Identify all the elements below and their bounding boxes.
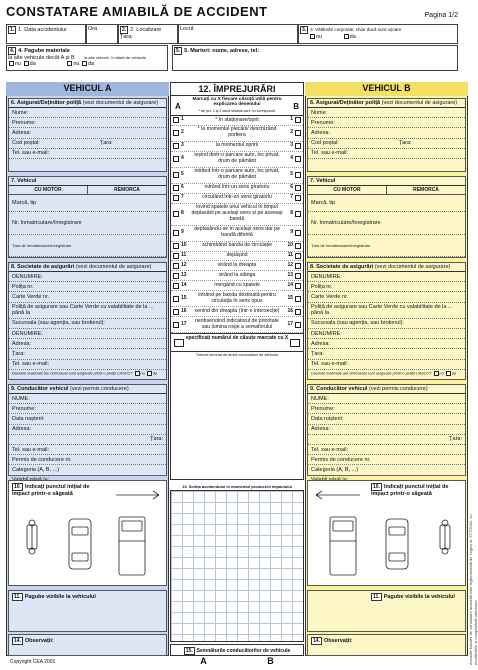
- circumstance-row: [171, 152, 303, 168]
- company-b-name[interactable]: DENUMIRE:: [308, 272, 465, 282]
- circumstance-text: * în staționare/oprit: [215, 116, 259, 123]
- vehicle-section-b: 7. Vehicul CU MOTOR REMORCA Marcă, tip Nr. înmatriculare/înregistrare Țara de înmatriculare/înregistrare: [307, 176, 466, 258]
- circumstance-row: [171, 226, 303, 242]
- circumstance-text: schimbând banda de circulație: [201, 242, 273, 249]
- damage-vehicles-no-checkbox[interactable]: [9, 61, 14, 66]
- witnesses-field[interactable]: 5. 5. Martori: nume, adrese, tel:: [172, 45, 458, 71]
- vehicle-b-diagram[interactable]: [308, 481, 467, 587]
- copyright: Copyright CEA 2001: [10, 659, 56, 665]
- circumstance-a-checkbox[interactable]: [173, 195, 179, 201]
- insurer-b-name[interactable]: Nume:: [308, 108, 465, 118]
- legal-side-text: Această folosire de constatare amiabilă este reglementată de Legea nr. 677/2001, cu modificările și completările ulterioare: [468, 514, 478, 665]
- damage-objects-no-checkbox[interactable]: [67, 61, 72, 66]
- company-a-name[interactable]: DENUMIRE:: [9, 272, 166, 282]
- circumstance-number-a: 14: [181, 281, 187, 288]
- circumstance-a-checkbox[interactable]: [173, 263, 179, 269]
- circumstance-text: deplasându-se în același sens dar pe bandă diferită: [194, 226, 280, 239]
- signatures-label: 15. Semnăturile conducătorilor de vehicule: [170, 644, 304, 656]
- driver-b-surname[interactable]: Prenume:: [308, 404, 465, 414]
- circumstance-row: [171, 271, 303, 281]
- motor-header: CU MOTOR: [333, 187, 361, 193]
- driver-b-country[interactable]: Țara:: [308, 435, 465, 445]
- vehicle-a-header: VEHICUL A: [6, 82, 169, 96]
- circumstance-b-checkbox[interactable]: [295, 273, 301, 279]
- driver-b-name[interactable]: NUME:: [308, 394, 465, 404]
- circumstance-row: [171, 307, 303, 317]
- vehicle-a-diagram[interactable]: [9, 481, 168, 587]
- circumstances-note: * de pct. 1 și 2 dacă situația care nu corespunde: [198, 109, 276, 113]
- circumstance-a-checkbox[interactable]: [173, 117, 179, 123]
- damage-vehicles-yes-checkbox[interactable]: [24, 61, 29, 66]
- circumstance-row: [171, 281, 303, 291]
- circumstance-text: intrând într-un sens giratoriu: [204, 184, 270, 191]
- company-a-country[interactable]: Țara:: [9, 349, 166, 359]
- circumstance-b-checkbox[interactable]: [295, 309, 301, 315]
- vehicle-a-make[interactable]: Marcă, tip: [9, 195, 166, 212]
- circumstance-number-b: 4: [290, 155, 293, 162]
- driver-a-phone[interactable]: Tel. sau e-mail:: [9, 445, 166, 455]
- insurer-a-address[interactable]: Adresa:: [9, 128, 166, 138]
- circumstance-number-b: 8: [290, 210, 293, 217]
- circumstances-title: 12. ÎMPREJURĂRI: [171, 83, 303, 96]
- circumstance-number-b: 3: [290, 142, 293, 149]
- circumstance-number-b: 16: [287, 307, 293, 314]
- sketch-title: 13. Schița accidentului în momentul producerii impactului: [182, 484, 292, 489]
- damage-objects-yes-checkbox[interactable]: [82, 61, 87, 66]
- total-a-box[interactable]: [174, 339, 184, 347]
- company-b-branch[interactable]: Sucursala (sau agenția, sau brokerul):: [308, 319, 465, 329]
- insurer-a-surname[interactable]: Prenume:: [9, 118, 166, 128]
- circumstance-row: [171, 317, 303, 333]
- accident-date-field[interactable]: 1. 1. Data accidentului: [6, 24, 86, 44]
- driver-b-address[interactable]: Adresa:: [308, 425, 465, 435]
- circumstance-b-checkbox[interactable]: [295, 195, 301, 201]
- circumstance-b-checkbox[interactable]: [295, 211, 301, 217]
- driver-a-country[interactable]: Țara:: [9, 435, 166, 445]
- column-a-label: A: [175, 102, 181, 111]
- circumstance-a-checkbox[interactable]: [173, 130, 179, 136]
- circumstance-row: [171, 184, 303, 194]
- vehicle-a-registration[interactable]: Nr. înmatriculare/înregistrare: [9, 212, 166, 235]
- location-place-field[interactable]: Locul:: [178, 24, 298, 44]
- circumstance-b-checkbox[interactable]: [295, 283, 301, 289]
- circumstance-a-checkbox[interactable]: [173, 185, 179, 191]
- observations-section-b[interactable]: 14. Observații:: [307, 634, 466, 656]
- circumstance-row: [171, 242, 303, 252]
- driver-a-address[interactable]: Adresa:: [9, 425, 166, 435]
- signature-a-label: A: [200, 656, 207, 666]
- circumstance-b-checkbox[interactable]: [295, 143, 301, 149]
- circumstance-a-checkbox[interactable]: [173, 296, 179, 302]
- circumstance-number-b: 14: [287, 281, 293, 288]
- observations-section-a[interactable]: 14. Observații:: [8, 634, 167, 656]
- circumstance-number-a: 5: [181, 171, 184, 178]
- circumstances-total: specificați numărul de căsuțe marcate cu X: [171, 333, 303, 351]
- circumstance-number-b: 15: [287, 294, 293, 301]
- circumstance-b-checkbox[interactable]: [295, 296, 301, 302]
- circumstance-number-a: 4: [181, 155, 184, 162]
- circumstance-number-b: 1: [290, 116, 293, 123]
- company-a-greencard[interactable]: Carte Verde nr.: [9, 292, 166, 302]
- page-number: Pagina 1/2: [424, 12, 458, 19]
- column-b-label: B: [293, 102, 299, 111]
- casco-question-b: Daunele materiale ale vehiculului sunt asigurate printr-o poliță CASCO? nu da: [311, 371, 457, 376]
- circumstance-number-a: 12: [181, 261, 187, 268]
- circumstance-number-a: 11: [181, 251, 187, 258]
- circumstance-text: venind din dreapta (într-o intersecție): [194, 307, 280, 314]
- circumstance-row: [171, 126, 303, 142]
- company-a-policy[interactable]: Polița nr.: [9, 282, 166, 292]
- insurer-b-phone[interactable]: Tel. sau e-mail:: [308, 149, 465, 159]
- circumstance-b-checkbox[interactable]: [295, 185, 301, 191]
- vehicle-section-a: 7. Vehicul CU MOTOR REMORCA Marcă, tip Nr. înmatriculare/înregistrare Țara de înmatriculare/înregistrare: [8, 176, 167, 258]
- driver-b-birthdate[interactable]: Data nașterii:: [308, 414, 465, 424]
- circumstance-a-checkbox[interactable]: [173, 156, 179, 162]
- circumstance-text: virând la dreapta: [217, 261, 257, 268]
- insurer-a-phone[interactable]: Tel. sau e-mail:: [9, 149, 166, 159]
- insurer-b-address[interactable]: Adresa:: [308, 128, 465, 138]
- circumstance-number-b: 10: [287, 242, 293, 249]
- driver-a-surname[interactable]: Prenume:: [9, 404, 166, 414]
- visible-damage-section-a[interactable]: 11. Pagube vizibile la vehiculul: [8, 590, 167, 632]
- casco-question-a: Daunele materiale ale vehiculului sunt asigurate printr-o poliță CASCO? nu da: [12, 371, 158, 376]
- circumstance-number-a: 17: [181, 320, 187, 327]
- circumstance-number-b: 12: [287, 261, 293, 268]
- vehicle-b-country[interactable]: Țara de înmatriculare/înregistrare: [308, 235, 465, 257]
- driver-b-category[interactable]: Categoria (A, B, ...): [308, 465, 465, 475]
- circumstance-number-b: 11: [287, 251, 293, 258]
- motor-header: CU MOTOR: [34, 187, 62, 193]
- driver-section-a: 9. Conducător vehicul (vezi permis conducere) NUME: Prenume: Data nașterii: Adresa: Țara: Tel. sau e-mail: Permis de conducere nr. Categoria (A, B, ...): [8, 384, 167, 476]
- circumstance-row: [171, 142, 303, 152]
- vehicle-b-header: VEHICUL B: [305, 82, 468, 96]
- company-b-policy[interactable]: Polița nr.: [308, 282, 465, 292]
- company-a-address[interactable]: Adresa:: [9, 339, 166, 349]
- circumstance-text: neobservând indicatorul de prioritate sau lumina roșie a semaforului: [195, 317, 279, 330]
- signature-b-label: B: [267, 656, 274, 666]
- impact-section-b: 10. Indicați punctul inițial de impact printr-o săgeată: [307, 480, 466, 586]
- driver-section-b: 9. Conducător vehicul (vezi permis conducere) NUME: Prenume: Data nașterii: Adresa: Țara: Tel. sau e-mail: Permis de conducere nr. Categoria (A, B, ...): [307, 384, 466, 476]
- company-b-address[interactable]: Adresa:: [308, 339, 465, 349]
- company-a-phone[interactable]: Tel. sau e-mail:: [9, 360, 166, 370]
- circumstances-list: [171, 116, 303, 333]
- circumstance-row: [171, 168, 303, 184]
- company-b-branch-name[interactable]: DENUMIRE:: [308, 329, 465, 339]
- driver-a-license[interactable]: Permis de conducere nr.: [9, 455, 166, 465]
- circumstance-number-b: 2: [290, 129, 293, 136]
- circumstance-number-a: 9: [181, 229, 184, 236]
- injuries-yes-checkbox[interactable]: [344, 34, 349, 39]
- vehicle-a-country[interactable]: Țara de înmatriculare/înregistrare: [9, 235, 166, 257]
- casco-a-yes-checkbox[interactable]: [147, 371, 152, 376]
- circumstance-a-checkbox[interactable]: [173, 322, 179, 328]
- circumstance-number-b: 7: [290, 194, 293, 201]
- circumstance-number-a: 6: [181, 184, 184, 191]
- company-a-branch-name[interactable]: DENUMIRE:: [9, 329, 166, 339]
- circumstance-text: circulând într-un sens giratoriu: [202, 194, 272, 201]
- circumstance-a-checkbox[interactable]: [173, 243, 179, 249]
- circumstance-number-b: 6: [290, 184, 293, 191]
- circumstance-number-b: 9: [290, 229, 293, 236]
- accident-sketch-area[interactable]: [170, 490, 304, 642]
- driver-b-phone[interactable]: Tel. sau e-mail:: [308, 445, 465, 455]
- visible-damage-section-b[interactable]: 11. Pagube vizibile la vehiculul: [307, 590, 466, 632]
- impact-section-a: 10. Indicați punctul inițial de impact printr-o săgeată: [8, 480, 167, 586]
- circumstance-row: [171, 252, 303, 262]
- circumstance-number-a: 1: [181, 116, 184, 123]
- circumstance-number-b: 17: [287, 320, 293, 327]
- circumstance-row: [171, 291, 303, 307]
- form-title: CONSTATARE AMIABILĂ DE ACCIDENT: [6, 4, 268, 19]
- circumstance-b-checkbox[interactable]: [295, 322, 301, 328]
- circumstance-b-checkbox[interactable]: [295, 263, 301, 269]
- casco-b-yes-checkbox[interactable]: [446, 371, 451, 376]
- circumstance-number-b: 13: [287, 271, 293, 278]
- company-b-validity[interactable]: Poliță de asigurare sau Carte Verde cu valabilitate de la ... până la: [308, 303, 465, 319]
- insurance-company-section-a: 8. Societate de asigurări (vezi documentul de asigurare) DENUMIRE: Polița nr. Carte Verde nr. Poliță de asigurare sau Carte Verde cu valabilitate de la ... până la Sucursala (sau agenția, sau brokerul): DENUMIRE: Adresa: Țara: Tel. sau e-mail: Daunele materiale ale vehiculului sunt asigurate printr-o poliță CASCO? nu da: [8, 262, 167, 380]
- circumstance-text: ieșind dintr-o parcare auto, loc privat, drum de pământ: [194, 152, 280, 165]
- circumstance-a-checkbox[interactable]: [173, 172, 179, 178]
- circumstance-text: la momentul opririi: [215, 142, 259, 149]
- insurer-section-b: 6. Asigurat/Deținător poliță (vezi documentul de asigurare) Nume: Prenume: Adresa: Cod poștal: Țara: Tel. sau e-mail:: [307, 98, 466, 172]
- vehicle-b-registration[interactable]: Nr. înmatriculare/înregistrare: [308, 212, 465, 235]
- circumstance-number-b: 5: [290, 171, 293, 178]
- circumstance-b-checkbox[interactable]: [295, 253, 301, 259]
- trailer-header: REMORCA: [386, 186, 465, 194]
- circumstance-text: * la momentul plecării/ deschizând portiera: [197, 126, 277, 139]
- accident-time-field[interactable]: Ora: [86, 24, 118, 44]
- insurance-company-section-b: 8. Societate de asigurări (vezi documentul de asigurare) DENUMIRE: Polița nr. Carte Verde nr. Poliță de asigurare sau Carte Verde cu valabilitate de la ... până la Sucursala (sau agenția, sau brokerul): DENUMIRE: Adresa: Țara: Tel. sau e-mail: Daunele materiale ale vehiculului sunt asigurate printr-o poliță CASCO? nu da: [307, 262, 466, 380]
- circumstance-a-checkbox[interactable]: [173, 230, 179, 236]
- circumstance-text: depășind: [226, 252, 248, 258]
- trailer-header: REMORCA: [87, 186, 166, 194]
- circumstance-number-a: 2: [181, 129, 184, 136]
- circumstance-a-checkbox[interactable]: [173, 309, 179, 315]
- circumstance-row: [171, 194, 303, 204]
- circumstance-row: [171, 204, 303, 226]
- circumstance-number-a: 3: [181, 142, 184, 149]
- company-b-country[interactable]: Țara:: [308, 349, 465, 359]
- company-b-phone[interactable]: Tel. sau e-mail:: [308, 360, 465, 370]
- material-damage-field: 4. 4. Pagube materiale la alte vehicule decât A și B la alte obiecte, în afară de vehicule nu da nu da: [6, 45, 168, 71]
- circumstance-b-checkbox[interactable]: [295, 156, 301, 162]
- circumstance-number-a: 16: [181, 307, 187, 314]
- circumstance-b-checkbox[interactable]: [295, 172, 301, 178]
- driver-a-birthdate[interactable]: Data nașterii:: [9, 414, 166, 424]
- arrow-icon: [316, 491, 360, 499]
- circumstance-text: mergând cu spatele: [214, 281, 260, 288]
- driver-a-category[interactable]: Categoria (A, B, ...): [9, 465, 166, 475]
- circumstances-footnote: Trebuie semnat de ambii conducători de vehicule: [171, 351, 303, 358]
- casco-a-no-checkbox[interactable]: [135, 371, 140, 376]
- circumstance-b-checkbox[interactable]: [295, 130, 301, 136]
- vehicle-b-make[interactable]: Marcă, tip: [308, 195, 465, 212]
- circumstance-a-checkbox[interactable]: [173, 253, 179, 259]
- insurer-a-postcode[interactable]: Cod poștal: Țara:: [9, 139, 166, 149]
- circumstance-number-a: 10: [181, 242, 187, 249]
- insurer-b-postcode[interactable]: Cod poștal: Țara:: [308, 139, 465, 149]
- circumstance-a-checkbox[interactable]: [173, 273, 179, 279]
- circumstance-a-checkbox[interactable]: [173, 143, 179, 149]
- section-number: 6.: [11, 100, 16, 106]
- circumstance-text: virând la stânga: [218, 271, 256, 278]
- circumstance-number-a: 15: [181, 294, 187, 301]
- insurer-section-a: 6. Asigurat/Deținător poliță (vezi documentul de asigurare) Nume: Prenume: Adresa: Cod poștal: Țara: Tel. sau e-mail:: [8, 98, 167, 172]
- driver-b-license[interactable]: Permis de conducere nr.: [308, 455, 465, 465]
- circumstances-instruction: Marcați cu X fiecare căsuță utilă pentru explicarea desenului: [192, 97, 282, 108]
- circumstance-text: lovind spatele unui vehicul în timpul deplasării pe același sens și pe aceeași bandă: [191, 204, 283, 223]
- location-country-field[interactable]: 2. 2. Localizare Țara:: [118, 24, 178, 44]
- company-a-branch[interactable]: Sucursala (sau agenția, sau brokerul):: [9, 319, 166, 329]
- circumstance-row: [171, 261, 303, 271]
- casco-b-no-checkbox[interactable]: [434, 371, 439, 376]
- circumstance-b-checkbox[interactable]: [295, 230, 301, 236]
- driver-a-name[interactable]: NUME:: [9, 394, 166, 404]
- circumstances-section: [170, 82, 304, 480]
- total-b-box[interactable]: [290, 339, 300, 347]
- circumstance-b-checkbox[interactable]: [295, 243, 301, 249]
- company-a-validity[interactable]: Poliță de asigurare sau Carte Verde cu valabilitate de la ... până la: [9, 303, 166, 319]
- circumstance-number-a: 8: [181, 210, 184, 217]
- circumstance-text: intrând într-o parcare auto, loc privat, drum de pământ: [194, 168, 280, 181]
- circumstance-b-checkbox[interactable]: [295, 117, 301, 123]
- circumstance-text: intrând pe banda destinată pentru circulația în sens opus: [198, 291, 276, 304]
- insurer-a-name[interactable]: Nume:: [9, 108, 166, 118]
- circumstance-row: [171, 116, 303, 126]
- circumstance-a-checkbox[interactable]: [173, 211, 179, 217]
- circumstance-a-checkbox[interactable]: [173, 283, 179, 289]
- circumstance-number-a: 13: [181, 271, 187, 278]
- injuries-field: 3. 3. Vătămări corporale, chiar dacă sunt ușoare nu da: [298, 24, 458, 44]
- circumstance-number-a: 7: [181, 194, 184, 201]
- insurer-b-surname[interactable]: Prenume:: [308, 118, 465, 128]
- injuries-no-checkbox[interactable]: [310, 34, 315, 39]
- arrow-icon: [116, 491, 159, 499]
- company-b-greencard[interactable]: Carte Verde nr.: [308, 292, 465, 302]
